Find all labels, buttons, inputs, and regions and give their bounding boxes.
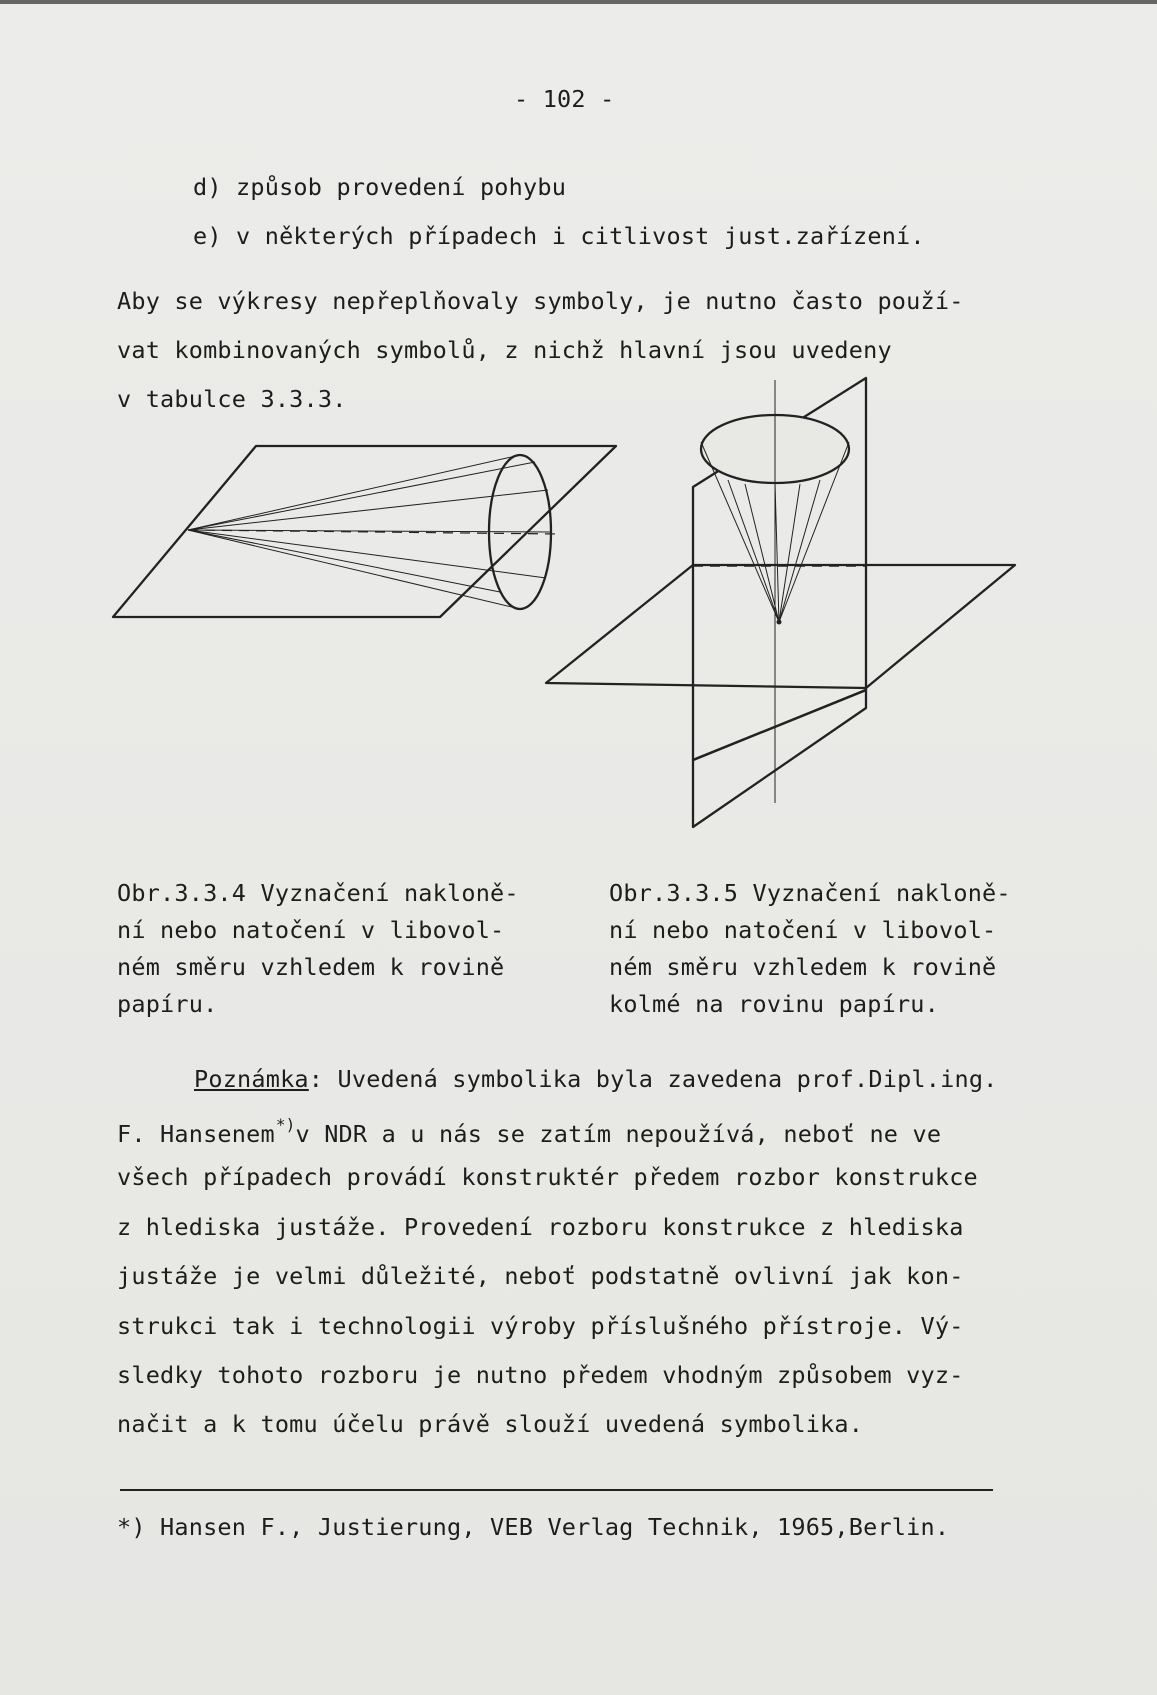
footnote-separator [120, 1489, 993, 1491]
caption-left-line-4: papíru. [117, 990, 218, 1018]
note-line-2 [117, 1117, 941, 1147]
intro-line-1: Aby se výkresy nepřeplňovaly symboly, je nutno často použí- [117, 287, 964, 315]
note-line-4: z hlediska justáže. Provedení rozboru konstrukce z hlediska [117, 1213, 964, 1241]
footnote-mark: *) [275, 1115, 296, 1134]
intro-line-2: vat kombinovaných symbolů, z nichž hlavní jsou uvedeny [117, 336, 892, 364]
list-item-e: e) v některých případech i citlivost just.zařízení. [193, 222, 925, 250]
note-line-2-text: v NDR a u nás se zatím nepoužívá, neboť ne ve [295, 1120, 942, 1148]
cone-rays-left [188, 455, 551, 609]
footnote: *) Hansen F., Justierung, VEB Verlag Technik, 1965,Berlin. [117, 1513, 950, 1541]
caption-right-line-1: Obr.3.3.5 Vyznačení nakloně- [609, 879, 1011, 907]
note-line-5: justáže je velmi důležité, neboť podstatně ovlivní jak kon- [117, 1262, 964, 1290]
list-item-d: d) způsob provedení pohybu [193, 173, 567, 201]
caption-left-line-1: Obr.3.3.4 Vyznačení nakloně- [117, 879, 519, 907]
page-number: - 102 - [514, 85, 615, 113]
figure-3-3-4 [113, 446, 616, 617]
note-line-6: strukci tak i technologii výroby příslušného přístroje. Vý- [117, 1312, 964, 1340]
horizontal-plane-right [546, 565, 1015, 688]
note-line-8: načit a k tomu účelu právě slouží uvedená symbolika. [117, 1410, 864, 1438]
note-line-3: všech případech provádí konstruktér předem rozbor konstrukce [117, 1163, 978, 1191]
caption-right-line-2: ní nebo natočení v libovol- [609, 916, 997, 944]
note-line-1-text: : Uvedená symbolika byla zavedena prof.Dipl.ing. [308, 1065, 998, 1093]
cone-apex-right [777, 620, 782, 625]
caption-right-line-3: ném směru vzhledem k rovině [609, 953, 997, 981]
note-line-2-start: F. Hansenem [117, 1120, 275, 1148]
caption-right-line-4: kolmé na rovinu papíru. [609, 990, 940, 1018]
caption-left-line-3: ném směru vzhledem k rovině [117, 953, 505, 981]
note-line-1 [194, 1065, 998, 1093]
note-line-7: sledky tohoto rozboru je nutno předem vhodným způsobem vyz- [117, 1361, 964, 1389]
intro-line-3: v tabulce 3.3.3. [117, 385, 347, 413]
caption-left-line-2: ní nebo natočení v libovol- [117, 916, 505, 944]
vertical-plane-lower [693, 690, 866, 827]
note-label: Poznámka [194, 1065, 309, 1093]
